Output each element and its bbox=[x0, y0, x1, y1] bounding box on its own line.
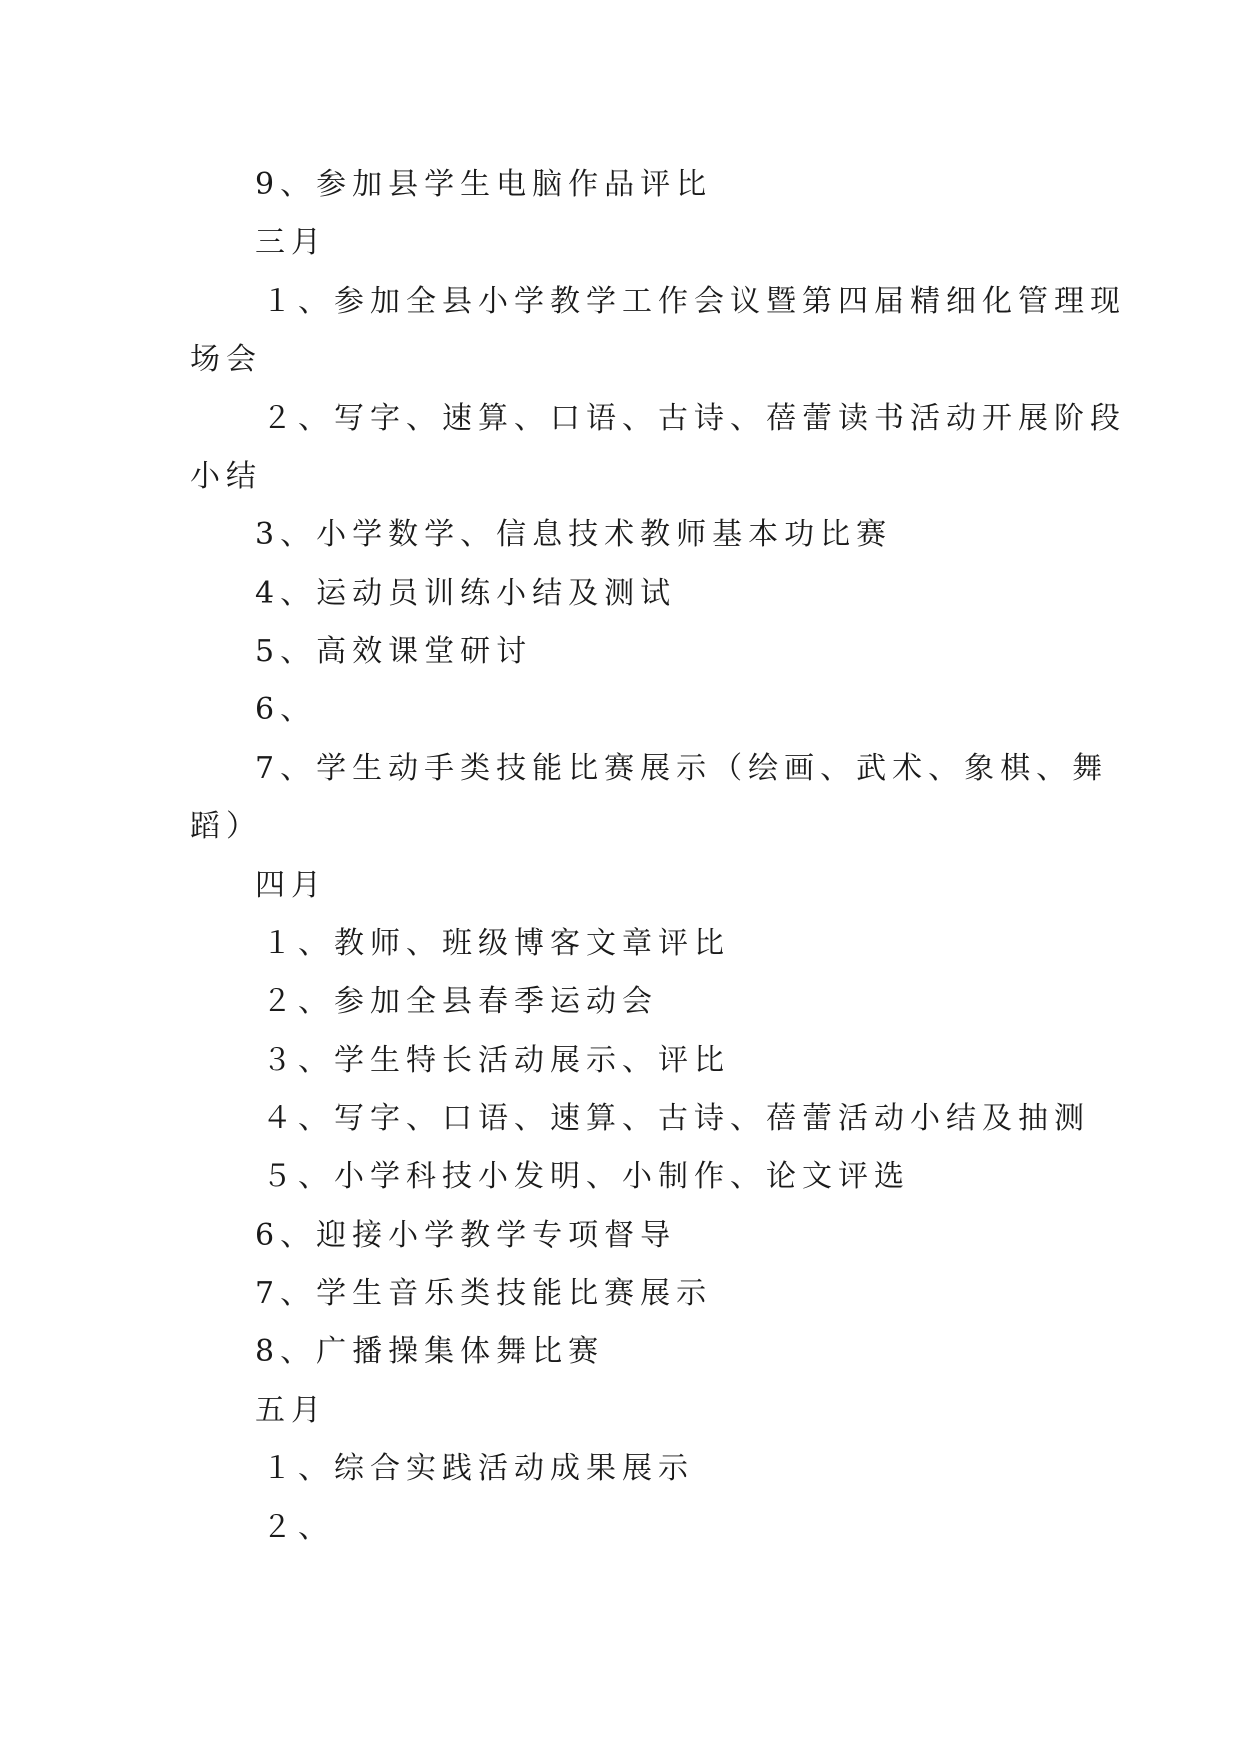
text-line: 小结 bbox=[190, 459, 262, 494]
text-line: 6、迎接小学教学专项督导 bbox=[255, 1218, 677, 1253]
text-line: ４、写字、口语、速算、古诗、蓓蕾活动小结及抽测 bbox=[262, 1101, 1090, 1136]
text-line: 5、高效课堂研讨 bbox=[255, 634, 533, 669]
text-line: １、教师、班级博客文章评比 bbox=[262, 926, 730, 961]
text-line: ３、学生特长活动展示、评比 bbox=[262, 1043, 730, 1078]
text-line: 蹈） bbox=[190, 809, 262, 844]
month-heading: 五月 bbox=[255, 1393, 327, 1428]
text-line: ２、 bbox=[262, 1510, 334, 1545]
month-heading: 三月 bbox=[255, 225, 327, 260]
text-line: 6、 bbox=[255, 692, 317, 727]
month-heading: 四月 bbox=[255, 868, 327, 903]
text-line: 7、学生动手类技能比赛展示（绘画、武术、象棋、舞 bbox=[255, 751, 1109, 786]
text-line: １、参加全县小学教学工作会议暨第四届精细化管理现 bbox=[262, 284, 1126, 319]
text-line: ２、参加全县春季运动会 bbox=[262, 984, 658, 1019]
text-line: 4、运动员训练小结及测试 bbox=[255, 576, 677, 611]
text-line: ５、小学科技小发明、小制作、论文评选 bbox=[262, 1159, 910, 1194]
text-line: ２、写字、速算、口语、古诗、蓓蕾读书活动开展阶段 bbox=[262, 401, 1126, 436]
text-line: 7、学生音乐类技能比赛展示 bbox=[255, 1276, 713, 1311]
text-line: １、综合实践活动成果展示 bbox=[262, 1451, 694, 1486]
text-line: 场会 bbox=[190, 342, 262, 377]
text-line: 8、广播操集体舞比赛 bbox=[255, 1334, 605, 1369]
text-line: 3、小学数学、信息技术教师基本功比赛 bbox=[255, 517, 893, 552]
text-line: 9、参加县学生电脑作品评比 bbox=[255, 167, 713, 202]
